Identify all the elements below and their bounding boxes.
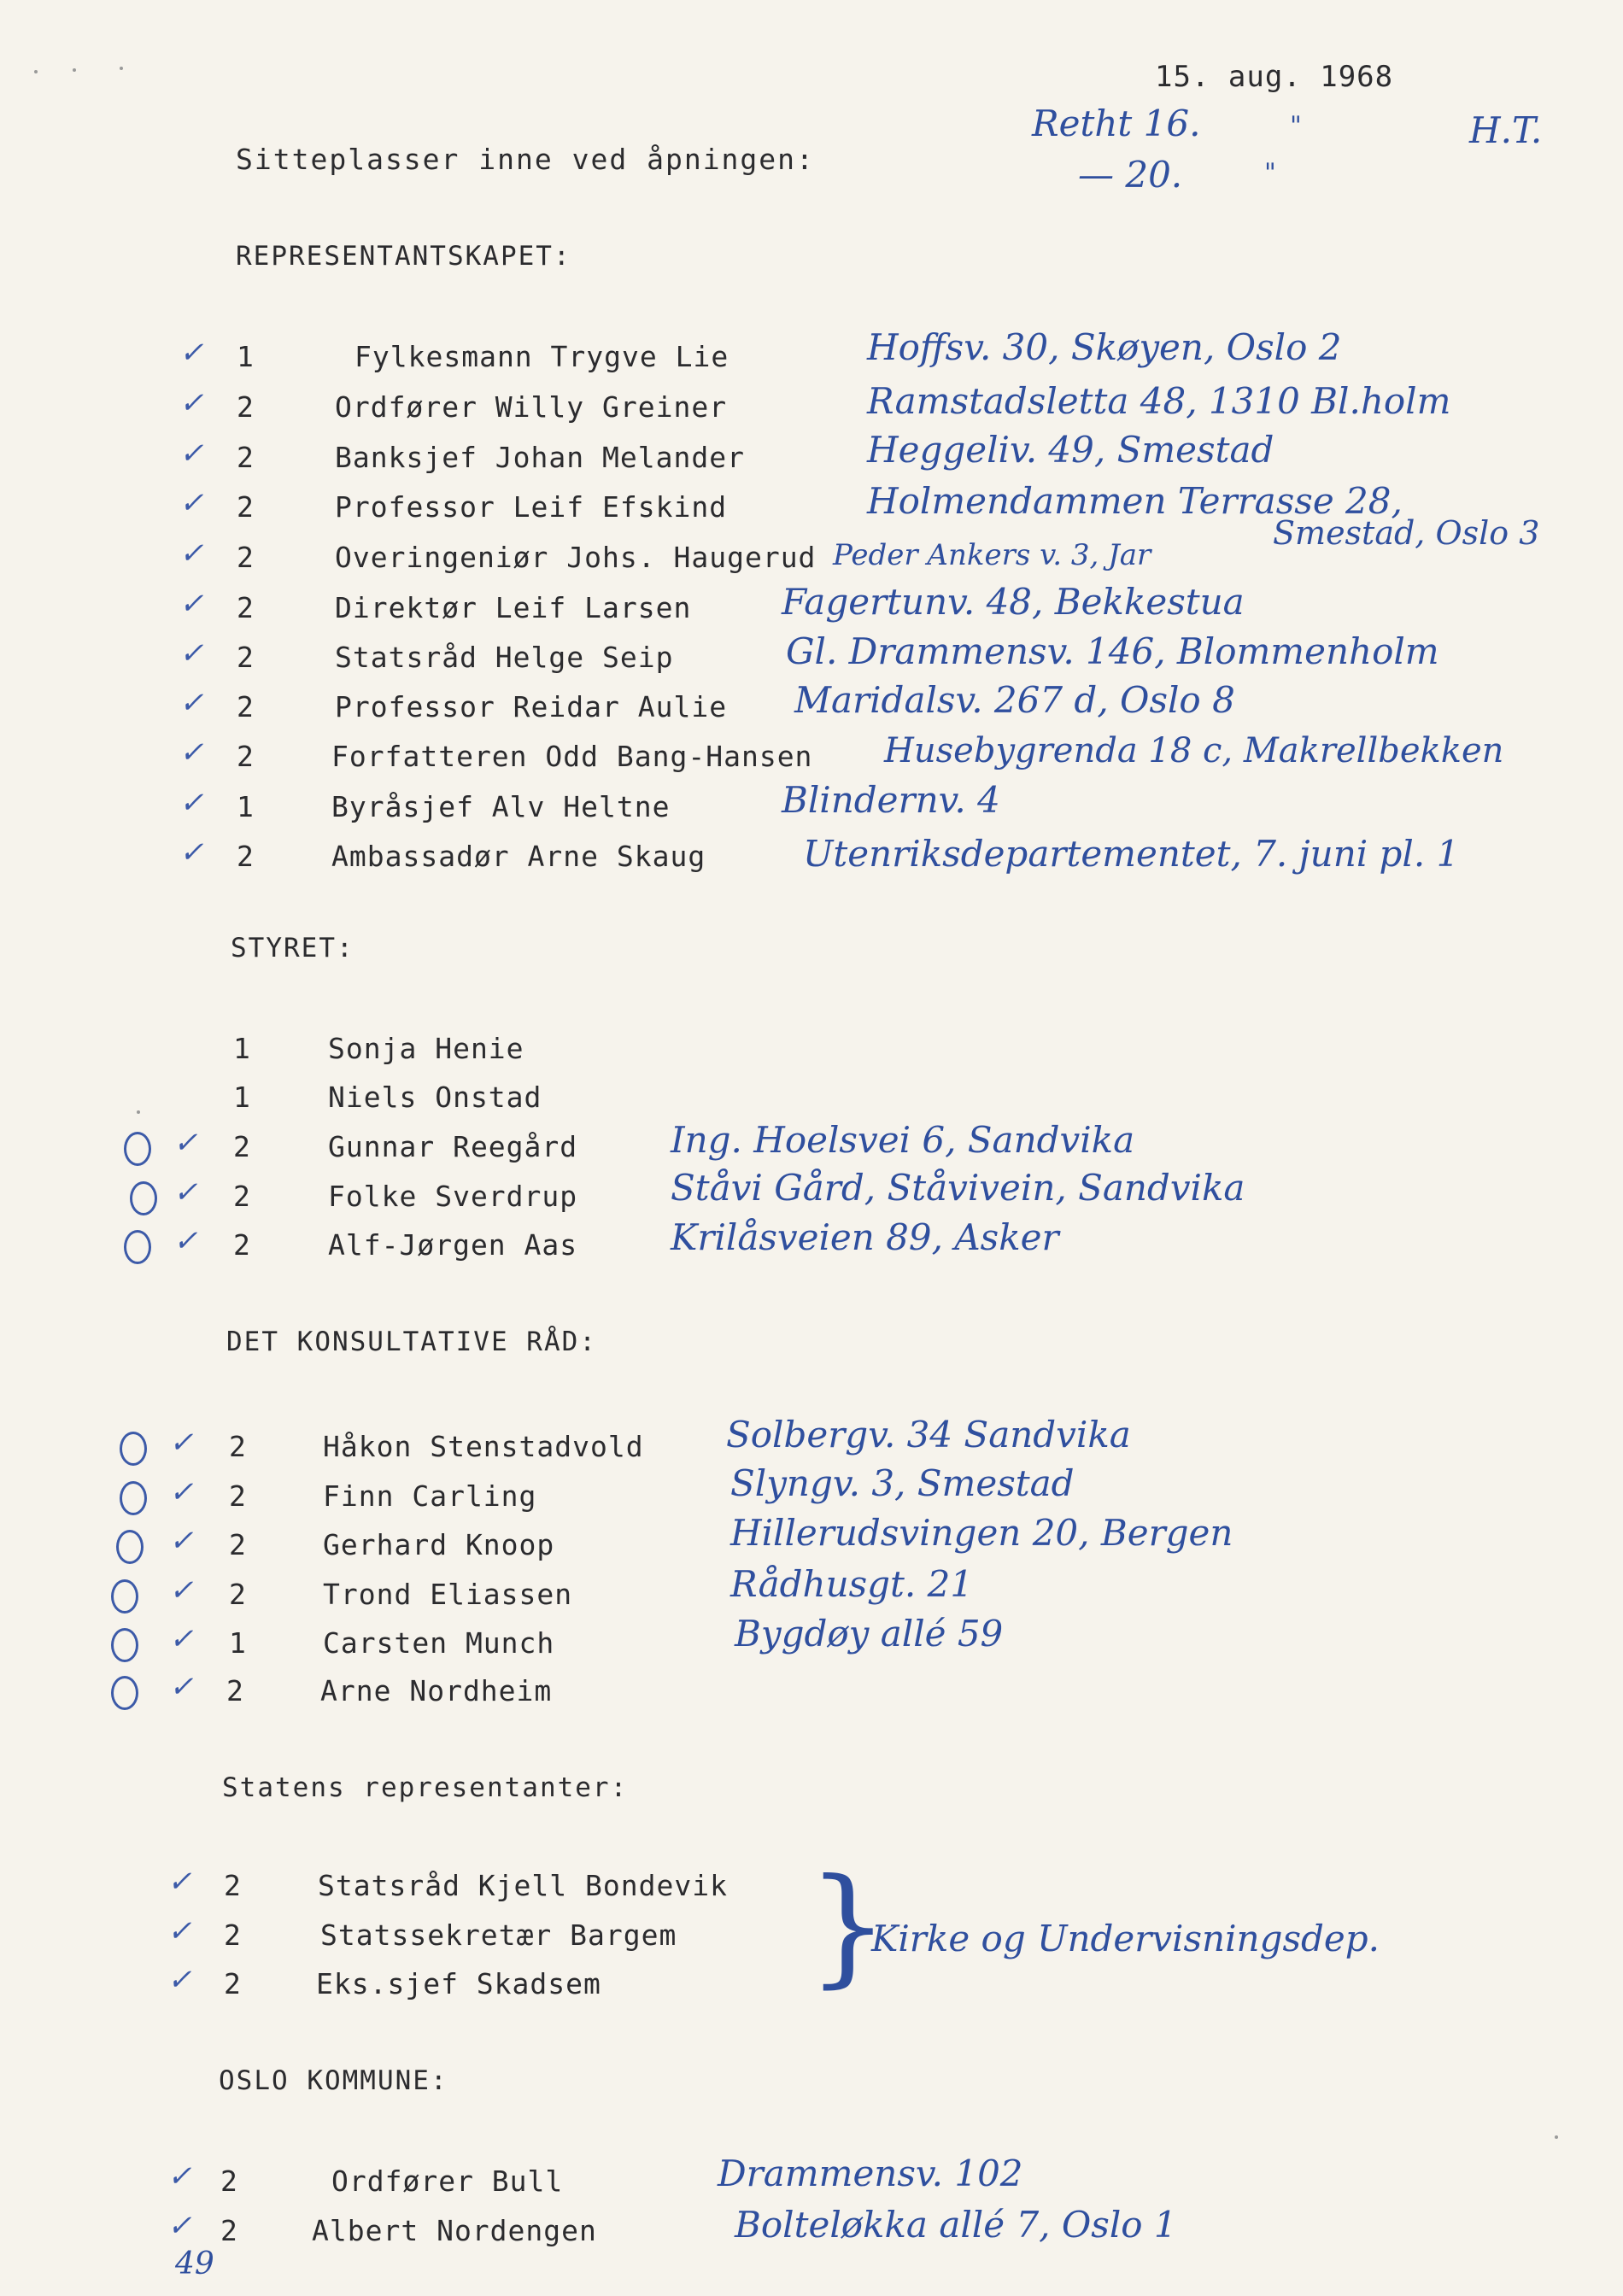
handwritten-address: Blindernv. 4 bbox=[782, 779, 1000, 821]
seat-count: 2 bbox=[229, 1479, 246, 1513]
handwritten-address: Hillerudsvingen 20, Bergen bbox=[730, 1512, 1233, 1554]
check-mark: ✓ bbox=[167, 1914, 192, 1948]
seat-count: 2 bbox=[226, 1674, 243, 1707]
guest-name: Ordfører Bull bbox=[331, 2164, 564, 2198]
handwritten-address: Drammensv. 102 bbox=[718, 2152, 1023, 2194]
handwritten-address: Hoffsv. 30, Skøyen, Oslo 2 bbox=[867, 326, 1342, 368]
handwritten-address: Bolteløkka allé 7, Oslo 1 bbox=[735, 2204, 1177, 2246]
guest-name: Trond Eliassen bbox=[323, 1578, 573, 1611]
circle-mark-icon bbox=[120, 1481, 147, 1515]
scan-speck bbox=[73, 68, 76, 72]
check-mark: ✓ bbox=[179, 686, 204, 720]
handwritten-address: Husebygrenda 18 c, Makrellbekken bbox=[884, 731, 1504, 770]
seat-count: 2 bbox=[229, 1430, 246, 1463]
guest-name: Gerhard Knoop bbox=[323, 1528, 555, 1561]
seat-count: 2 bbox=[237, 740, 254, 773]
check-mark: ✓ bbox=[169, 1670, 194, 1704]
guest-name: Professor Leif Efskind bbox=[335, 490, 728, 524]
document-title: Sitteplasser inne ved åpningen: bbox=[236, 143, 815, 176]
check-mark: ✓ bbox=[173, 1224, 198, 1258]
seat-count: 2 bbox=[237, 490, 254, 524]
handwritten-address: Maridalsv. 267 d, Oslo 8 bbox=[794, 679, 1235, 721]
check-mark: ✓ bbox=[179, 536, 204, 571]
guest-name: Niels Onstad bbox=[328, 1081, 542, 1114]
guest-name: Fylkesmann Trygve Lie bbox=[354, 340, 729, 373]
seat-count: 2 bbox=[224, 1918, 241, 1952]
seat-count: 1 bbox=[237, 340, 254, 373]
handwritten-brace-icon: } bbox=[807, 1852, 889, 2000]
seat-count: 2 bbox=[237, 390, 254, 424]
guest-name: Arne Nordheim bbox=[320, 1674, 553, 1707]
guest-name: Carsten Munch bbox=[323, 1626, 555, 1660]
handwritten-note-ditto-1: " bbox=[1290, 111, 1302, 141]
seat-count: 2 bbox=[233, 1180, 250, 1213]
handwritten-address: Krilåsveien 89, Asker bbox=[671, 1216, 1059, 1258]
guest-name: Folke Sverdrup bbox=[328, 1180, 578, 1213]
seat-count: 2 bbox=[229, 1578, 246, 1611]
circle-mark-icon bbox=[130, 1181, 157, 1215]
seat-count: 2 bbox=[220, 2164, 237, 2198]
seat-count: 1 bbox=[229, 1626, 246, 1660]
circle-mark-icon bbox=[111, 1676, 138, 1710]
seat-count: 2 bbox=[224, 1967, 241, 2000]
guest-name: Alf-Jørgen Aas bbox=[328, 1228, 578, 1262]
handwritten-address: Gl. Drammensv. 146, Blommenholm bbox=[786, 630, 1439, 672]
seat-count: 1 bbox=[233, 1081, 250, 1114]
handwritten-note-ditto-2: " bbox=[1264, 158, 1276, 188]
handwritten-initials: H.T. bbox=[1469, 109, 1543, 151]
guest-name: Banksjef Johan Melander bbox=[335, 441, 745, 474]
handwritten-note-dates-2: — 20. bbox=[1078, 154, 1183, 196]
guest-name: Statsråd Helge Seip bbox=[335, 641, 674, 674]
check-mark: ✓ bbox=[169, 1475, 194, 1509]
check-mark: ✓ bbox=[167, 2159, 192, 2194]
seat-count: 2 bbox=[237, 441, 254, 474]
guest-name: Overingeniør Johs. Haugerud bbox=[335, 541, 817, 574]
guest-name: Sonja Henie bbox=[328, 1032, 524, 1065]
seat-count: 1 bbox=[237, 790, 254, 823]
document-date: 15. aug. 1968 bbox=[1155, 60, 1394, 94]
seat-count: 2 bbox=[237, 541, 254, 574]
circle-mark-icon bbox=[111, 1579, 138, 1614]
check-mark: ✓ bbox=[179, 786, 204, 820]
check-mark: ✓ bbox=[169, 1622, 194, 1656]
check-mark: ✓ bbox=[167, 1963, 192, 1997]
guest-name: Eks.sjef Skadsem bbox=[316, 1967, 601, 2000]
handwritten-address-continued: Smestad, Oslo 3 bbox=[1273, 514, 1540, 552]
guest-name: Ambassadør Arne Skaug bbox=[331, 840, 706, 873]
check-mark: ✓ bbox=[173, 1175, 198, 1210]
check-mark: ✓ bbox=[179, 587, 204, 621]
circle-mark-icon bbox=[111, 1628, 138, 1662]
handwritten-department-note: Kirke og Undervisningsdep. bbox=[871, 1918, 1380, 1959]
handwritten-address: Solbergv. 34 Sandvika bbox=[726, 1414, 1131, 1456]
seat-count: 2 bbox=[237, 591, 254, 624]
seat-count: 2 bbox=[220, 2214, 237, 2247]
guest-name: Ordfører Willy Greiner bbox=[335, 390, 728, 424]
circle-mark-icon bbox=[124, 1132, 151, 1166]
seat-count: 1 bbox=[233, 1032, 250, 1065]
handwritten-page-number: 49 bbox=[175, 2246, 214, 2281]
section-heading-statens-representanter: Statens representanter: bbox=[222, 1772, 629, 1803]
handwritten-address: Bygdøy allé 59 bbox=[735, 1613, 1004, 1655]
guest-name: Byråsjef Alv Heltne bbox=[331, 790, 671, 823]
guest-name: Gunnar Reegård bbox=[328, 1130, 578, 1163]
seat-count: 2 bbox=[224, 1869, 241, 1902]
seat-count: 2 bbox=[237, 690, 254, 723]
check-mark: ✓ bbox=[173, 1126, 198, 1160]
check-mark: ✓ bbox=[169, 1573, 194, 1608]
check-mark: ✓ bbox=[169, 1426, 194, 1460]
check-mark: ✓ bbox=[167, 1865, 192, 1899]
check-mark: ✓ bbox=[179, 835, 204, 870]
seat-count: 2 bbox=[237, 840, 254, 873]
handwritten-address: Utenriksdepartementet, 7. juni pl. 1 bbox=[803, 833, 1460, 875]
handwritten-address: Holmendammen Terrasse 28, bbox=[867, 480, 1403, 522]
check-mark: ✓ bbox=[179, 436, 204, 471]
guest-name: Finn Carling bbox=[323, 1479, 537, 1513]
circle-mark-icon bbox=[120, 1432, 147, 1466]
seat-count: 2 bbox=[237, 641, 254, 674]
handwritten-address: Slyngv. 3, Smestad bbox=[730, 1462, 1075, 1504]
section-heading-konsultative-rad: DET KONSULTATIVE RÅD: bbox=[226, 1327, 597, 1357]
check-mark: ✓ bbox=[169, 1524, 194, 1558]
check-mark: ✓ bbox=[179, 336, 204, 370]
circle-mark-icon bbox=[116, 1530, 144, 1564]
guest-name: Statsråd Kjell Bondevik bbox=[318, 1869, 728, 1902]
seat-count: 2 bbox=[229, 1528, 246, 1561]
section-heading-representantskapet: REPRESENTANTSKAPET: bbox=[236, 241, 571, 272]
handwritten-address: Peder Ankers v. 3, Jar bbox=[833, 538, 1151, 572]
scan-speck bbox=[137, 1110, 140, 1114]
check-mark: ✓ bbox=[179, 735, 204, 770]
check-mark: ✓ bbox=[179, 386, 204, 420]
guest-name: Håkon Stenstadvold bbox=[323, 1430, 644, 1463]
guest-name: Direktør Leif Larsen bbox=[335, 591, 692, 624]
circle-mark-icon bbox=[124, 1230, 151, 1264]
handwritten-address: Ramstadsletta 48, 1310 Bl.holm bbox=[867, 380, 1451, 422]
scan-speck bbox=[120, 67, 123, 70]
handwritten-address: Ing. Hoelsvei 6, Sandvika bbox=[671, 1119, 1135, 1161]
check-mark: ✓ bbox=[179, 486, 204, 520]
seat-count: 2 bbox=[233, 1228, 250, 1262]
seat-count: 2 bbox=[233, 1130, 250, 1163]
handwritten-note-dates-1: Retht 16. bbox=[1032, 102, 1201, 144]
check-mark: ✓ bbox=[179, 636, 204, 671]
handwritten-address: Rådhusgt. 21 bbox=[730, 1563, 974, 1605]
guest-name: Statssekretær Bargem bbox=[320, 1918, 677, 1952]
scan-speck bbox=[1555, 2135, 1558, 2139]
section-heading-styret: STYRET: bbox=[231, 933, 354, 964]
handwritten-address: Ståvi Gård, Ståvivein, Sandvika bbox=[671, 1167, 1245, 1209]
guest-name: Forfatteren Odd Bang-Hansen bbox=[331, 740, 813, 773]
guest-name: Albert Nordengen bbox=[312, 2214, 597, 2247]
scan-speck bbox=[34, 70, 38, 73]
check-mark: ✓ bbox=[167, 2209, 192, 2243]
section-heading-oslo-kommune: OSLO KOMMUNE: bbox=[219, 2065, 448, 2096]
handwritten-address: Fagertunv. 48, Bekkestua bbox=[782, 581, 1245, 623]
guest-name: Professor Reidar Aulie bbox=[335, 690, 728, 723]
handwritten-address: Heggeliv. 49, Smestad bbox=[867, 429, 1274, 471]
